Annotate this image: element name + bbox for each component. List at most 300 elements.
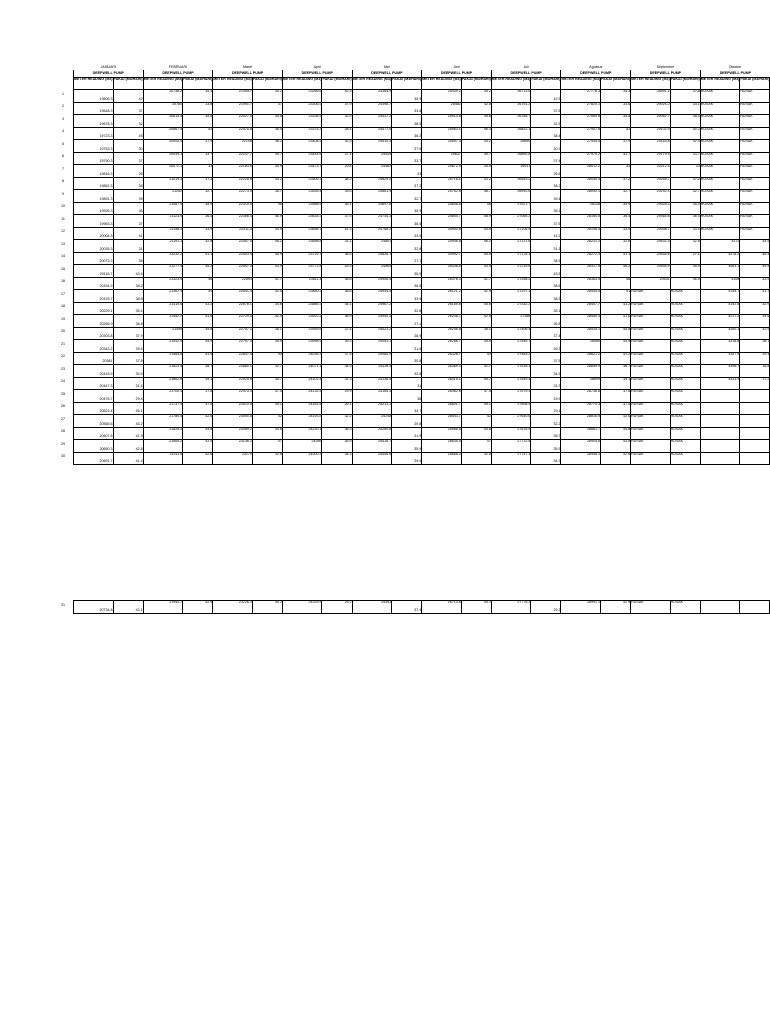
meter-cell: 21452.2 — [143, 315, 183, 328]
meter-cell: 28816.9 — [561, 415, 601, 428]
meter-cell: 21700.4 — [143, 390, 183, 403]
meter-cell: RUSAK — [700, 140, 740, 153]
meter-cell: 20734.8 — [74, 601, 114, 614]
meter-cell: 23959.6 — [282, 327, 322, 340]
meter-cell: 26543.7 — [422, 415, 462, 428]
meter-reading-header: METER READING (M3) — [700, 78, 740, 90]
table-row — [74, 202, 770, 215]
meter-cell: 23850.2 — [282, 290, 322, 303]
meter-cell: RUSAK — [631, 377, 671, 390]
meter-cell: 4378.2 — [700, 252, 740, 265]
pakai-cell: 42.9 — [183, 601, 213, 614]
meter-cell: 20415.9 — [74, 365, 114, 378]
day-number: 26 — [61, 404, 65, 408]
pakai-cell: 37.8 — [601, 390, 631, 403]
pakai-cell: 42.9 — [740, 327, 770, 340]
meter-cell: 21911.8 — [143, 452, 183, 465]
pakai-cell: 44.9 — [183, 340, 213, 353]
meter-cell: RUSAK — [631, 415, 671, 428]
meter-cell: 25085.9 — [352, 352, 392, 365]
pakai-cell: 39.4 — [531, 190, 561, 203]
pakai-cell: 31 — [392, 377, 422, 390]
pakai-cell: RUSAK — [740, 215, 770, 228]
pakai-cell: 32.2 — [531, 415, 561, 428]
meter-cell: 20447.3 — [74, 377, 114, 390]
pakai-cell: 43.2 — [461, 177, 491, 190]
pakai-cell: 43.9 — [252, 265, 282, 278]
pakai-cell: 37.2 — [183, 177, 213, 190]
meter-cell: 20939.1 — [143, 152, 183, 165]
pakai-cell: 32.9 — [322, 115, 352, 128]
meter-cell: 23568.9 — [282, 202, 322, 215]
meter-cell: 29062.7 — [631, 115, 671, 128]
meter-cell: 27176.1 — [491, 252, 531, 265]
meter-cell: RUSAK — [631, 427, 671, 440]
pakai-cell: 43.9 — [601, 440, 631, 453]
pakai-cell: 34.9 — [113, 365, 143, 378]
meter-cell: 28128 — [561, 202, 601, 215]
pakai-cell: 46 — [601, 277, 631, 290]
month-label: JANUARI — [100, 65, 117, 70]
pakai-cell: 38 — [113, 177, 143, 190]
meter-cell: 23089.2 — [213, 427, 253, 440]
meter-cell: 27406.4 — [491, 327, 531, 340]
meter-cell: 28991.1 — [631, 90, 671, 103]
meter-cell: 21123.9 — [143, 215, 183, 228]
meter-cell: 22457.5 — [213, 240, 253, 253]
meter-cell — [700, 415, 740, 428]
meter-cell: 28447.7 — [561, 302, 601, 315]
meter-cell: RUSAK — [631, 302, 671, 315]
pakai-cell: 38.5 — [670, 115, 700, 128]
pakai-cell: 38.9 — [531, 290, 561, 303]
pakai-cell: 37.8 — [113, 352, 143, 365]
meter-cell: RUSAK — [631, 390, 671, 403]
meter-cell: 24193.8 — [282, 415, 322, 428]
pakai-cell: 44.8 — [183, 427, 213, 440]
pakai-cell: 35.3 — [601, 90, 631, 103]
pakai-cell: 42 — [113, 90, 143, 103]
meter-cell: 28991.1 — [561, 601, 601, 614]
meter-cell: RUSAK — [700, 102, 740, 115]
meter-cell: 27865.6 — [561, 115, 601, 128]
table-row — [74, 340, 770, 353]
month-label: Oktober — [728, 65, 742, 70]
meter-cell: 20691.7 — [74, 452, 114, 465]
pakai-cell: 42.9 — [670, 140, 700, 153]
pakai-cell: RUSAK — [740, 202, 770, 215]
table-row — [74, 427, 770, 440]
meter-cell: 23698.8 — [282, 240, 322, 253]
pakai-cell: RUSAK — [740, 227, 770, 240]
pakai-cell: 39.1 — [183, 377, 213, 390]
pakai-cell: 42.9 — [322, 90, 352, 103]
meter-cell: 27712.8 — [491, 440, 531, 453]
pakai-cell: 33.8 — [392, 102, 422, 115]
pakai-cell: 35.9 — [392, 265, 422, 278]
day-number: 2 — [62, 104, 64, 108]
meter-cell: 24266 — [282, 440, 322, 453]
meter-cell: 23226.3 — [213, 601, 253, 614]
pakai-cell: 43.2 — [252, 177, 282, 190]
meter-cell: 25597.3 — [422, 140, 462, 153]
pakai-cell: 42.8 — [252, 452, 282, 465]
pakai-cell: 36.5 — [601, 215, 631, 228]
meter-cell: 21232.2 — [143, 252, 183, 265]
meter-cell: 23010.8 — [213, 402, 253, 415]
pakai-cell: 31.3 — [531, 377, 561, 390]
meter-cell: 21191.1 — [143, 240, 183, 253]
pakai-cell: 38.4 — [322, 127, 352, 140]
pakai-cell: 39.1 — [252, 402, 282, 415]
pakai-cell: 33.8 — [601, 102, 631, 115]
meter-cell: 29458.6 — [631, 252, 671, 265]
meter-cell: 28621.2 — [561, 352, 601, 365]
month-label: Maret — [243, 65, 253, 70]
pakai-cell: 33.8 — [183, 102, 213, 115]
month-header-row — [74, 63, 770, 70]
meter-cell: 27065.2 — [491, 215, 531, 228]
day-number: 30 — [61, 454, 65, 458]
pakai-cell: 42 — [252, 415, 282, 428]
meter-cell: 26286.7 — [422, 340, 462, 353]
pakai-cell: RUSAK — [740, 90, 770, 103]
day-number: 6 — [62, 154, 64, 158]
meter-cell: 28231.2 — [561, 240, 601, 253]
meter-cell: 26415.1 — [422, 377, 462, 390]
meter-cell: 24908.5 — [352, 277, 392, 290]
pakai-cell: 46.9 — [461, 215, 491, 228]
pakai-cell: 40.2 — [670, 127, 700, 140]
meter-cell: 4396.7 — [700, 365, 740, 378]
pakai-cell: 27.1 — [392, 252, 422, 265]
pakai-cell: 36.5 — [392, 277, 422, 290]
pakai-cell: 47.5 — [461, 390, 491, 403]
pakai-cell: 26.6 — [531, 165, 561, 178]
meter-cell: 28164.5 — [561, 215, 601, 228]
meter-cell: 23136.2 — [213, 440, 253, 453]
meter-cell: 29292.4 — [631, 190, 671, 203]
table-row — [74, 277, 770, 290]
meter-cell: 27219.6 — [491, 265, 531, 278]
meter-cell: 21825.3 — [143, 427, 183, 440]
day-number: 19 — [61, 317, 65, 321]
meter-cell: 19790.3 — [74, 152, 114, 165]
pakai-cell: 41.9 — [183, 352, 213, 365]
meter-cell: RUSAK — [700, 152, 740, 165]
meter-cell: 27137.6 — [491, 240, 531, 253]
pakai-cell: 43.1 — [113, 601, 143, 614]
table-row — [74, 252, 770, 265]
meter-cell: 29212.5 — [631, 165, 671, 178]
pakai-cell: 39.6 — [322, 190, 352, 203]
meter-cell: 25439.2 — [422, 90, 462, 103]
pakai-cell: 37 — [113, 152, 143, 165]
meter-cell: RUSAK — [631, 327, 671, 340]
meter-cell: 22070.8 — [213, 127, 253, 140]
pakai-cell: 46 — [183, 277, 213, 290]
day-number: 4 — [62, 129, 64, 133]
pakai-cell: 35.9 — [670, 202, 700, 215]
meter-cell: 27640.6 — [491, 415, 531, 428]
pakai-cell: 37.5 — [322, 352, 352, 365]
pakai-cell: RUSAK — [670, 315, 700, 328]
month-label: Juni — [453, 65, 460, 70]
pakai-cell: 31.4 — [113, 377, 143, 390]
meter-cell: 24994.3 — [352, 315, 392, 328]
pakai-cell: 38.6 — [322, 277, 352, 290]
pakai-cell: 42.9 — [461, 290, 491, 303]
pakai-cell: 35.1 — [322, 202, 352, 215]
meter-cell: 29024.2 — [631, 102, 671, 115]
pakai-cell: RUSAK — [740, 102, 770, 115]
pakai-cell: RUSAK — [670, 427, 700, 440]
day-number: 3 — [62, 117, 64, 121]
pakai-cell: 30.9 — [531, 140, 561, 153]
meter-cell: 27483.2 — [491, 352, 531, 365]
meter-cell: RUSAK — [631, 352, 671, 365]
meter-cell: 25855.7 — [422, 215, 462, 228]
meter-cell: 29145.8 — [631, 140, 671, 153]
meter-cell: 22593 — [213, 277, 253, 290]
meter-cell: 24697.8 — [352, 202, 392, 215]
pakai-cell: 36.7 — [252, 190, 282, 203]
meter-cell: 24768.2 — [352, 227, 392, 240]
meter-cell: 28905.6 — [561, 440, 601, 453]
meter-cell: RUSAK — [700, 202, 740, 215]
meter-cell: 23885.3 — [282, 302, 322, 315]
meter-cell: 26588.5 — [422, 427, 462, 440]
pakai-cell: 34.3 — [322, 452, 352, 465]
pakai-cell: 38.4 — [531, 127, 561, 140]
meter-cell: 27776.3 — [491, 601, 531, 614]
pakai-cell: 41.4 — [113, 452, 143, 465]
meter-cell: 28272.3 — [561, 252, 601, 265]
day-number: 21 — [61, 342, 65, 346]
pakai-cell: RUSAK — [670, 452, 700, 465]
meter-cell: 26917 — [491, 165, 531, 178]
meter-cell: 20116.7 — [74, 265, 114, 278]
pakai-header: PAKAI (M3/HARI) — [740, 78, 770, 90]
pakai-cell: 52 — [601, 127, 631, 140]
pakai-cell: 37.4 — [322, 327, 352, 340]
meter-cell: 27297.1 — [491, 290, 531, 303]
meter-cell: 24437.2 — [352, 115, 392, 128]
meter-cell: 24132.5 — [282, 390, 322, 403]
meter-cell: 19963.3 — [74, 215, 114, 228]
pakai-cell: 37.2 — [392, 177, 422, 190]
meter-cell: 23506.3 — [282, 177, 322, 190]
meter-cell: 25165.4 — [352, 390, 392, 403]
day-number: 11 — [61, 217, 65, 221]
pakai-cell: RUSAK — [670, 415, 700, 428]
meter-cell: 28012.2 — [561, 165, 601, 178]
meter-cell: 23535.4 — [282, 190, 322, 203]
pakai-cell: 29.9 — [531, 390, 561, 403]
meter-cell: 25248 — [352, 415, 392, 428]
table-row — [74, 352, 770, 365]
pakai-cell: 37.2 — [740, 377, 770, 390]
meter-cell: 26208.7 — [422, 315, 462, 328]
pakai-cell: 39.1 — [461, 402, 491, 415]
pakai-cell: 45.2 — [252, 601, 282, 614]
table-row — [74, 265, 770, 278]
pakai-cell: 44.9 — [740, 240, 770, 253]
meter-cell: 24300.3 — [282, 452, 322, 465]
meter-cell: RUSAK — [700, 115, 740, 128]
pakai-cell: 41.7 — [461, 277, 491, 290]
meter-cell: 21869.2 — [143, 440, 183, 453]
pakai-cell: 46.7 — [461, 190, 491, 203]
meter-cell: 24629.2 — [352, 177, 392, 190]
meter-cell: 24102.4 — [282, 377, 322, 390]
pakai-cell: 37.5 — [322, 215, 352, 228]
pakai-cell: 46.3 — [461, 127, 491, 140]
meter-cell: 21954.7 — [213, 90, 253, 103]
pakai-cell: 45.1 — [113, 402, 143, 415]
pakai-cell: 30 — [113, 140, 143, 153]
meter-cell: 29179.5 — [631, 152, 671, 165]
meter-cell: 25482 — [422, 102, 462, 115]
meter-cell: 27945.5 — [561, 140, 601, 153]
meter-cell: 26953.2 — [491, 177, 531, 190]
pakai-cell: 34.9 — [322, 365, 352, 378]
pakai-cell: 35.9 — [183, 202, 213, 215]
pakai-cell: 34.9 — [531, 365, 561, 378]
meter-cell: 24549 — [352, 152, 392, 165]
meter-cell: 27608.4 — [491, 402, 531, 415]
pakai-cell: 37.9 — [601, 140, 631, 153]
pakai-cell: 35.9 — [601, 202, 631, 215]
pakai-cell: 41.2 — [322, 227, 352, 240]
day-number: 22 — [61, 354, 65, 358]
pakai-cell: 38.1 — [252, 327, 282, 340]
meter-cell: 21052 — [143, 190, 183, 203]
meter-cell: 28363.5 — [561, 277, 601, 290]
pakai-cell: 44.8 — [461, 427, 491, 440]
pakai-cell: 41.9 — [113, 427, 143, 440]
pakai-cell: 35.8 — [252, 115, 282, 128]
meter-cell: 24734.3 — [352, 215, 392, 228]
meter-cell: 20650.3 — [74, 440, 114, 453]
table-row — [74, 140, 770, 153]
meter-cell: 22411.3 — [213, 227, 253, 240]
pakai-cell: 37 — [252, 102, 282, 115]
pakai-cell: 42 — [461, 415, 491, 428]
pakai-cell: 35.9 — [252, 165, 282, 178]
meter-cell: 21323.4 — [143, 277, 183, 290]
pakai-cell: 42.6 — [183, 415, 213, 428]
pakai-header: PAKAI (M3/HARI) — [461, 78, 491, 90]
meter-cell: 26713.6 — [491, 90, 531, 103]
meter-cell: 29398.7 — [631, 227, 671, 240]
meter-cell: 25946.8 — [422, 240, 462, 253]
pakai-cell: 41.2 — [601, 352, 631, 365]
pakai-cell: 37.4 — [531, 152, 561, 165]
meter-cell: 20303.8 — [74, 327, 114, 340]
meter-cell: 21780.5 — [143, 415, 183, 428]
pakai-cell: 37.5 — [601, 402, 631, 415]
pakai-cell: 35.9 — [461, 165, 491, 178]
meter-cell: 22641.4 — [213, 290, 253, 303]
month-label: April — [313, 65, 321, 70]
meter-cell: 22837.4 — [213, 352, 253, 365]
meter-cell: 20073.3 — [74, 252, 114, 265]
pakai-cell: 42.9 — [601, 601, 631, 614]
pakai-cell: 39 — [113, 190, 143, 203]
meter-cell: 20035.3 — [74, 240, 114, 253]
meter-cell: 23444.6 — [282, 152, 322, 165]
meter-cell: 27907.6 — [561, 127, 601, 140]
pakai-cell: 33.9 — [670, 227, 700, 240]
meter-cell: 25280.8 — [352, 427, 392, 440]
pakai-cell: 33 — [183, 165, 213, 178]
pump-label: DEEPWELL PUMP — [491, 70, 561, 78]
pakai-cell — [740, 390, 770, 403]
pakai-cell: 33.9 — [183, 227, 213, 240]
meter-cell: 26501.7 — [422, 402, 462, 415]
pakai-cell: 45.7 — [461, 377, 491, 390]
pakai-cell: 41 — [601, 290, 631, 303]
meter-cell — [700, 601, 740, 614]
pakai-cell: 35.9 — [392, 202, 422, 215]
meter-cell: 27445.7 — [491, 340, 531, 353]
pakai-cell: 35.8 — [461, 115, 491, 128]
meter-cell: 25023.2 — [352, 327, 392, 340]
pakai-cell: 35.1 — [531, 302, 561, 315]
pakai-cell: 30.8 — [392, 352, 422, 365]
meter-cell: RUSAK — [700, 215, 740, 228]
meter-cell: 4260.1 — [700, 327, 740, 340]
pakai-cell: 45.3 — [461, 601, 491, 614]
pakai-cell: 44.9 — [461, 227, 491, 240]
pakai-cell: 38.2 — [531, 177, 561, 190]
meter-reading-header: METER READING (M3) — [282, 78, 322, 90]
pakai-cell: 29.9 — [322, 390, 352, 403]
meter-cell: 26822.1 — [491, 127, 531, 140]
pakai-cell: 46.2 — [461, 240, 491, 253]
meter-cell: 26036.6 — [422, 265, 462, 278]
pakai-cell: 36.2 — [252, 140, 282, 153]
table-row — [74, 165, 770, 178]
meter-cell: 19926.3 — [74, 202, 114, 215]
meter-cell: 24515.3 — [352, 140, 392, 153]
pakai-cell: 31.9 — [392, 340, 422, 353]
pakai-cell: 27.1 — [670, 252, 700, 265]
pakai-cell: 36.5 — [183, 215, 213, 228]
pakai-cell: RUSAK — [740, 140, 770, 153]
meter-cell: 28489.3 — [561, 315, 601, 328]
meter-cell: 19816.3 — [74, 165, 114, 178]
day-number: 5 — [62, 142, 64, 146]
pakai-header: PAKAI (M3/HARI) — [670, 78, 700, 90]
meter-cell: 27776.3 — [561, 90, 601, 103]
pakai-cell: 31.1 — [531, 240, 561, 253]
pakai-cell: 42.9 — [461, 315, 491, 328]
meter-cell: 26751.2 — [491, 102, 531, 115]
pakai-cell: 43.9 — [183, 440, 213, 453]
pakai-cell: 40 — [252, 352, 282, 365]
meter-cell: 25672.9 — [422, 165, 462, 178]
meter-cell: 20815.5 — [143, 115, 183, 128]
pakai-cell: 36.5 — [392, 215, 422, 228]
pakai-cell: 37.5 — [531, 352, 561, 365]
meter-cell: 23375.3 — [282, 127, 322, 140]
meter-cell: 20738.2 — [143, 90, 183, 103]
meter-cell: 26121.2 — [422, 290, 462, 303]
meter-cell: 20867.5 — [143, 127, 183, 140]
pakai-cell: RUSAK — [740, 177, 770, 190]
